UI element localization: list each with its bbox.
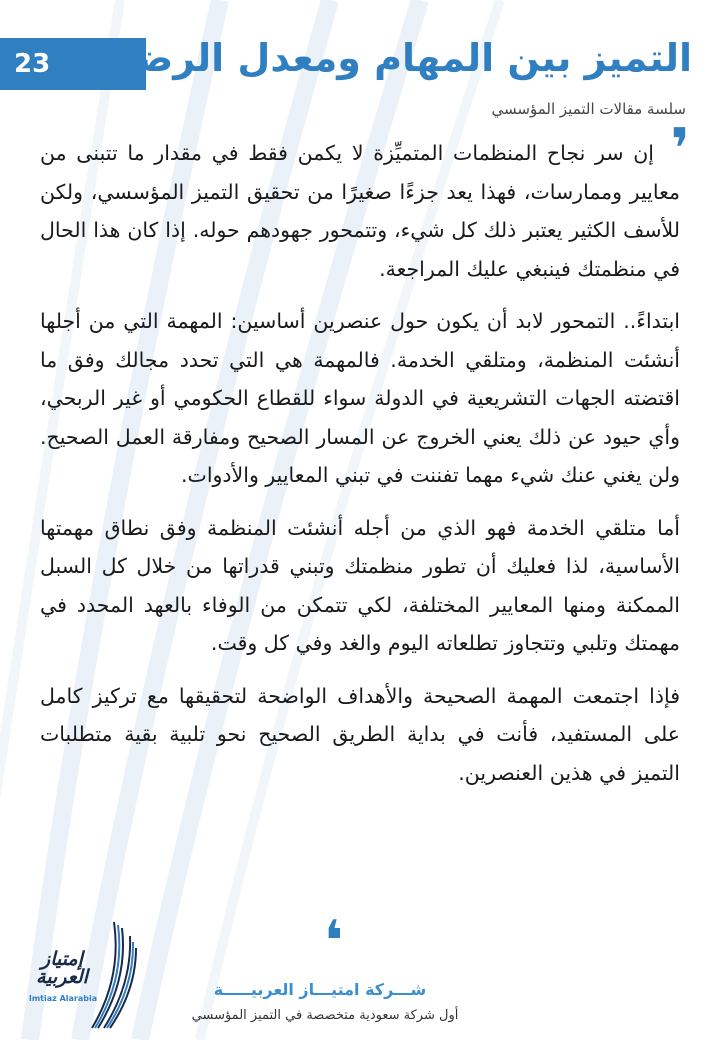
open-quote-icon: ❜ <box>670 117 690 182</box>
page-number: 23 <box>14 49 51 79</box>
series-subtitle: سلسة مقالات التميز المؤسسي <box>491 100 686 118</box>
logo-english-wordmark: Imtiaz Alarabia <box>28 994 98 1003</box>
paragraph-4: فإذا اجتمعت المهمة الصحيحة والأهداف الواضحة لتحقيقها مع تركيز كامل على المستفيد، فأنت في بداية الطريق الصحيح نحو تلبية بقية متطلبات التميز في هذين العنصرين. <box>40 683 680 785</box>
logo-arabic-wordmark: إمتياز العربية <box>36 948 88 988</box>
page-title: التميز بين المهام ومعدل الرضا .. <box>80 36 692 80</box>
paragraph-2: ابتداءً.. التمحور لابد أن يكون حول عنصرين أساسين: المهمة التي من أجلها أنشئت المنظمة، ومتلقي الخدمة. فالمهمة هي التي تحدد مجالك وفق ما اقتضته الجهات التشريعية في الدولة سواء للقطاع الحكومي أو غير الربحي، وأي حيود عن ذلك يعني الخروج عن المسار الصحيح ومفارقة العمل الصحيح. ولن يغني عنك شيء مهما تفننت في تبني المعايير والأدوات. <box>40 309 680 487</box>
company-tagline: أول شركة سعودية متخصصة في التميز المؤسسي <box>191 1008 459 1023</box>
paragraph-3: أما متلقي الخدمة فهو الذي من أجله أنشئت المنظمة وفق نطاق مهمتها الأساسية، لذا فعليك أن تطور منظمتك وتبني قدراتها من خلال كل السبل الممكنة ومنها المعايير المختلفة، لكي تتمكن من الوفاء بالعهد المحدد في مهمتك وتلبي وتتجاوز تطلعاته اليوم والغد وفي كل وقت. <box>40 515 680 655</box>
paragraph-1: إن سر نجاح المنظمات المتميِّزة لا يكمن فقط في مقدار ما تتبنى من معايير وممارسات، فهذا يعد جزءًا صغيرًا من تحقيق التميز المؤسسي، ولكن للأسف الكثير يعتبر ذلك كل شيء، وتتمحور جهودهم حوله. إذا كان هذا الحال في منظمتك فينبغي عليك المراجعة. <box>40 141 680 281</box>
company-name: شـــركة امتيـــاز العربيـــــة <box>213 980 427 999</box>
article-body <box>40 134 680 806</box>
close-quote-icon: ❛ <box>324 909 344 974</box>
